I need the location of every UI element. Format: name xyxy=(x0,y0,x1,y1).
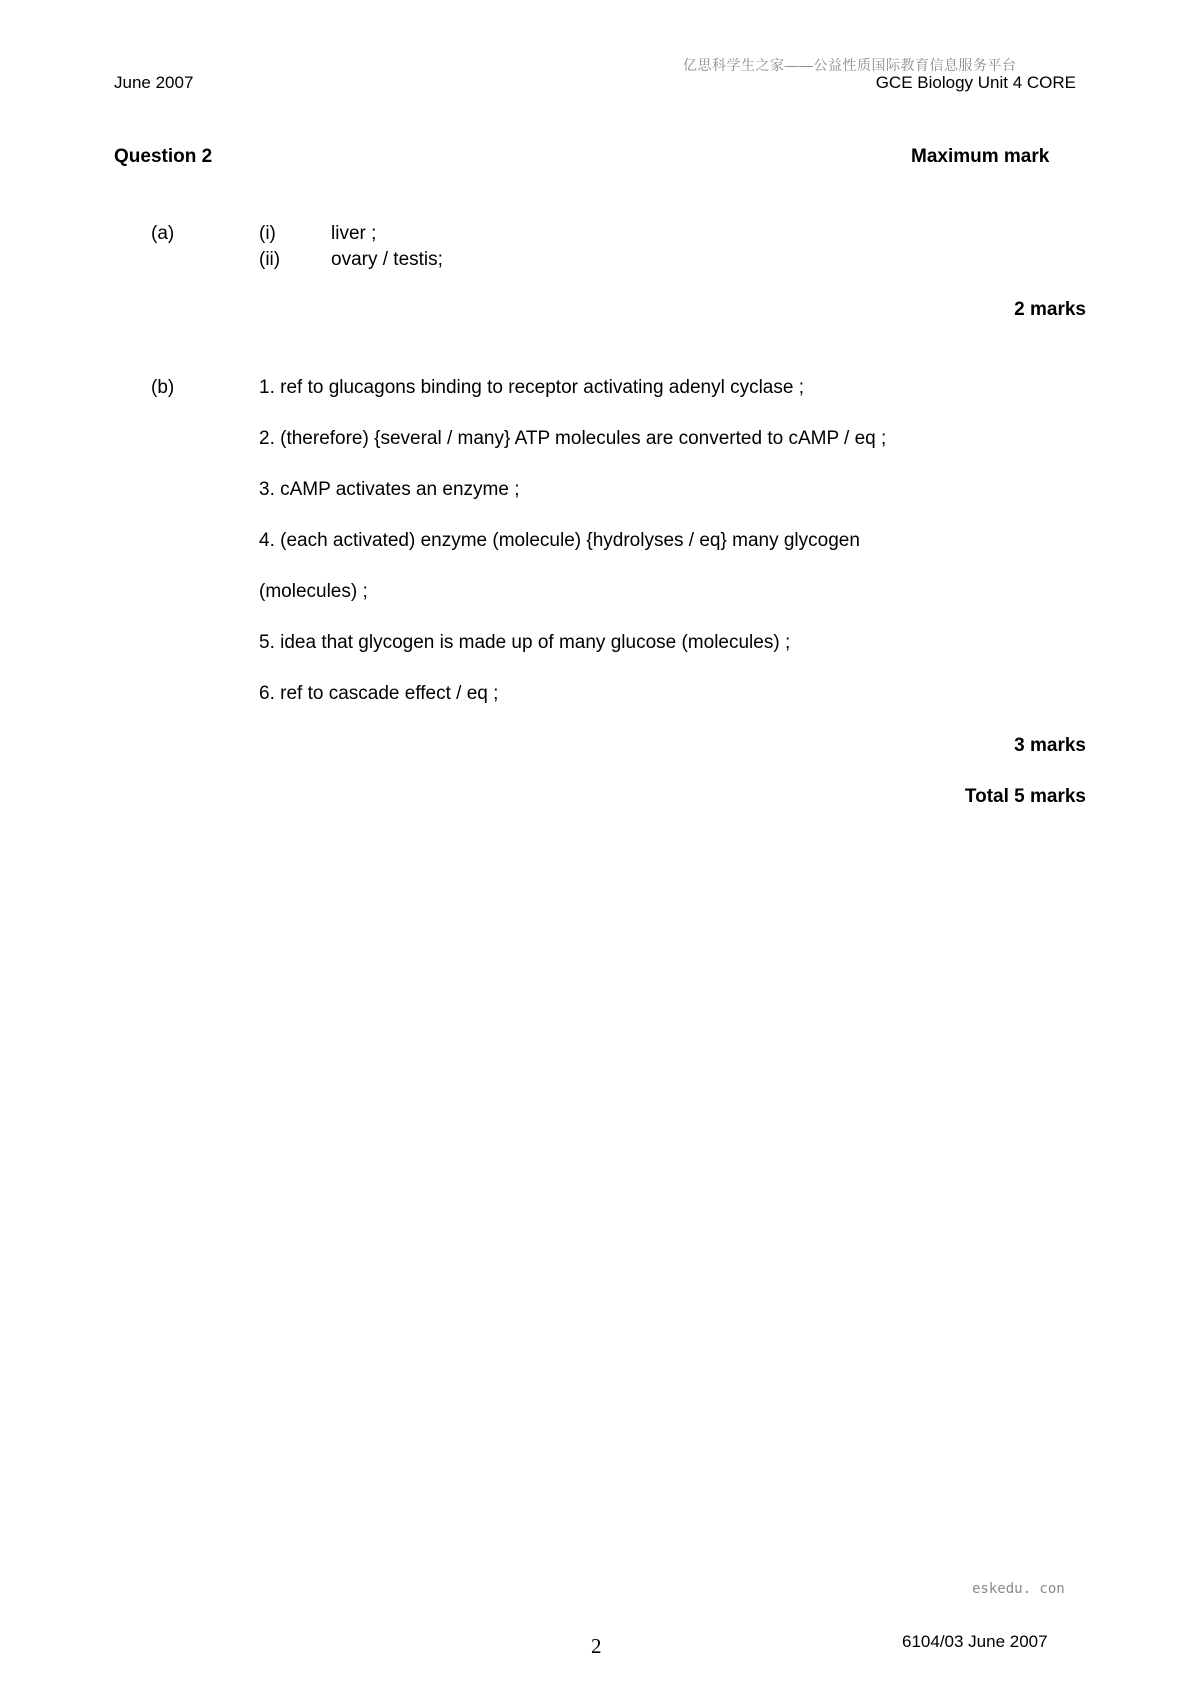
header-subject: GCE Biology Unit 4 CORE xyxy=(875,73,1076,92)
question-title: Question 2 xyxy=(114,146,213,167)
part-a-sub-i-answer: liver ; xyxy=(331,223,377,244)
part-b-point-4-cont: (molecules) ; xyxy=(259,581,368,602)
part-b-point-5: 5. idea that glycogen is made up of many glucose (molecules) ; xyxy=(259,632,791,653)
header-date: June 2007 xyxy=(114,73,194,92)
page-number: 2 xyxy=(591,1634,602,1658)
part-b-marks: 3 marks xyxy=(1014,735,1086,756)
part-a-label: (a) xyxy=(151,223,175,244)
watermark-footer: eskedu. con xyxy=(972,1581,1065,1597)
part-a-sub-ii-answer: ovary / testis; xyxy=(331,249,443,270)
part-a-sub-i-label: (i) xyxy=(259,223,276,244)
part-a-marks: 2 marks xyxy=(1014,299,1086,320)
part-b-point-4: 4. (each activated) enzyme (molecule) {hydrolyses / eq} many glycogen xyxy=(259,530,860,551)
maximum-mark-label: Maximum mark xyxy=(911,146,1050,167)
watermark-header: 亿思科学生之家——公益性质国际教育信息服务平台 xyxy=(683,57,1017,73)
total-marks: Total 5 marks xyxy=(964,786,1086,807)
part-b-point-1: 1. ref to glucagons binding to receptor activating adenyl cyclase ; xyxy=(259,377,804,398)
part-b-point-6: 6. ref to cascade effect / eq ; xyxy=(259,683,499,704)
part-b-label: (b) xyxy=(151,377,175,398)
part-a-sub-ii-label: (ii) xyxy=(259,249,281,270)
part-b-point-3: 3. cAMP activates an enzyme ; xyxy=(259,479,520,500)
footer-reference: 6104/03 June 2007 xyxy=(902,1632,1048,1651)
part-b-point-2: 2. (therefore) {several / many} ATP molecules are converted to cAMP / eq ; xyxy=(259,428,887,449)
